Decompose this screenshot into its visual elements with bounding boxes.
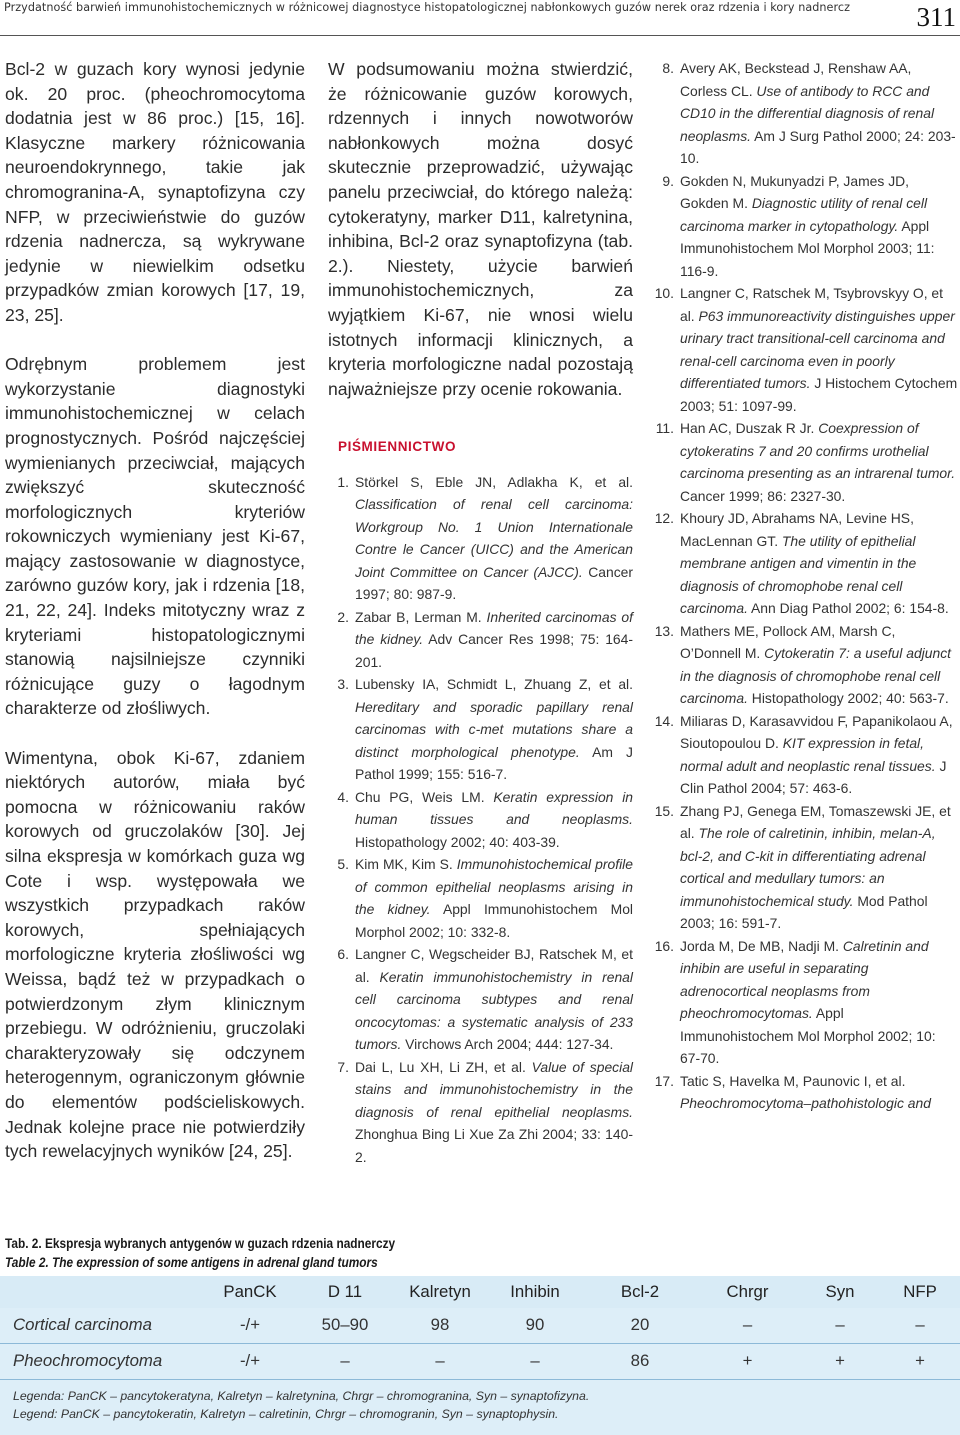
reference-authors: Kim MK, Kim S. [355,856,453,873]
reference-title: Immunohistochemical profile of common epithelial neoplasms arising in the kidney. [355,856,633,918]
reference-source: Appl Immunohistochem Mol Morphol 2003; 11: 116-9. [680,217,935,279]
column-header: Chrgr [726,1282,769,1301]
table-cell: 20 [630,1315,650,1334]
reference-authors: Tatic S, Havelka M, Paunovic I, et al. [680,1072,906,1089]
reference-text [680,935,958,1070]
antigen-table [0,1276,960,1435]
reference-title: KIT expression in fetal, normal adult and neoplastic renal tissues. [680,735,936,774]
reference-number: 5. [337,856,349,873]
reference-source: Am J Surg Pathol 2000; 24: 203-10. [680,127,956,166]
reference-number: 9. [662,172,674,189]
reference-authors: Langner C, Ratschek M, Tsybrovskyy O, et al. [680,285,943,324]
reference-item [650,417,958,507]
reference-title: Diagnostic utility of renal cell carcinoma marker in cytopathology. [680,195,928,234]
reference-item [328,606,633,674]
reference-item [650,170,958,283]
reference-number: 7. [337,1058,349,1075]
reference-title: Keratin immunohistochemistry in renal cell carcinoma subtypes and renal oncocytomas: a systematic analysis of 233 tumors. [355,968,633,1053]
reference-number: 15. [654,802,674,819]
reference-title: The role of calretinin, inhibin, melan-A, bcl-2, and C-kit in differentiating adrenal cortical and medullary tumors: an immunohistochemical study. [680,825,936,909]
reference-number: 2. [337,608,349,625]
reference-authors: Jorda M, De MB, Nadji M. [680,937,840,954]
table-cell: – [915,1315,925,1334]
reference-text [680,282,958,417]
table-cell: – [435,1351,445,1370]
reference-title: Classification of renal cell carcinoma: Workgroup No. 1 Union Internationale Contre le Cancer (UICC) and the American Joint Committee on Cancer (AJCC). [355,496,633,580]
reference-number: 3. [337,676,349,693]
reference-item [328,786,633,854]
table-cell: 86 [630,1351,650,1370]
reference-authors: Gokden N, Mukunyadzi P, James JD, Gokden M. [680,172,910,211]
body-column-2 [328,57,633,1168]
table-caption [5,1235,521,1272]
column-header: Kalretyn [409,1282,471,1301]
reference-item [650,620,958,710]
references-column-3 [650,57,958,1115]
column-header: NFP [903,1282,937,1301]
row-label: Pheochromocytoma [13,1351,163,1370]
reference-number: 14. [654,712,674,729]
table-cell: 90 [525,1315,545,1334]
reference-text [680,710,958,800]
reference-item [650,282,958,417]
column-header: Syn [825,1282,855,1301]
reference-number: 1. [337,473,349,490]
reference-title: Use of antibody to RCC and CD10 in the differential diagnosis of renal neoplasms. [680,82,935,144]
reference-item [328,471,633,606]
reference-title: Keratin expression in human tissues and neoplasms. [355,788,634,828]
reference-number: 4. [337,788,349,805]
table-cell: 50–90 [321,1315,369,1334]
reference-source: Virchows Arch 2004; 444: 127-34. [405,1036,614,1053]
reference-authors: Langner C, Wegscheider BJ, Ratschek M, et al. [355,946,633,985]
reference-authors: Miliaras D, Karasavvidou F, Papanikolaou A, Sioutopoulou D. [680,712,953,751]
reference-text [680,800,958,935]
reference-text [355,853,633,943]
paragraph: Wimentyna, obok Ki-67, zdaniem niektórych autorów, miała być pomocna w różnicowaniu raków korowych od gruczolaków [30]. Jej silna ekspresja w komórkach guza wg Cote i wsp. występowała we wszystkich przypadkach raków korowych, spełniających morfologiczne kryteria złośliwości wg Weissa, bądź też w przypadkach o potwierdzonym złym klinicznym przebiegu. W odróżnieniu, gruczolaki charakteryzowały się odczynem heterogennym, ograniczonym głównie do elementów podścieliskowych. Jednak kolejne prace nie potwierdziły tych rewelacyjnych wyników [24, 25]. [5,747,305,1162]
reference-item [650,710,958,800]
references-heading: PIŚMIENNICTWO [338,439,457,455]
reference-source: Cancer 1999; 86: 2327-30. [680,487,846,504]
table-legend-polish: Legenda: PanCK – pancytokeratyna, Kalretyn – kalretynina, Chrgr – chromogranina, Syn – synaptofizyna. [13,1389,590,1403]
reference-number: 10. [654,285,674,301]
column-header: PanCK [223,1282,277,1301]
table-cell: + [835,1351,845,1370]
reference-number: 8. [662,60,674,76]
reference-source: Histopathology 2002; 40: 563-7. [751,690,949,706]
reference-item [650,57,958,170]
reference-text [355,786,633,854]
reference-title: Calretinin and inhibin are useful in separating adrenocortical neoplasms from pheochromocytomas. [680,937,929,1021]
table-cell: 98 [430,1315,450,1334]
reference-authors: Khoury JD, Abrahams NA, Levine HS, MacLennan GT. [680,510,914,549]
reference-title: The utility of epithelial membrane antigen and vimentin in the diagnosis of chromophobe renal cell carcinoma. [680,532,917,616]
reference-authors: Chu PG, Weis LM. [355,788,485,805]
reference-item [328,853,633,943]
reference-number: 11. [655,420,674,436]
table-caption-english: Table 2. The expression of some antigens in adrenal gland tumors [5,1254,378,1270]
table-caption-polish: Tab. 2. Ekspresja wybranych antygenów w guzach rdzenia nadnerczy [5,1236,396,1251]
reference-number: 16. [654,937,674,954]
table-cell: – [340,1351,350,1370]
table-cell: – [530,1351,540,1370]
table-cell: + [742,1351,753,1370]
reference-source: J Clin Pathol 2004; 57: 463-6. [680,757,947,796]
reference-text [680,1070,958,1115]
reference-number: 12. [654,510,674,526]
reference-text [355,606,633,674]
reference-title: P63 immunoreactivity distinguishes upper urinary tract transitional-cell carcinoma and renal-cell carcinoma even in poorly differentiated tumors. [680,307,955,391]
reference-source: Ann Diag Pathol 2002; 6: 154-8. [751,600,949,616]
reference-authors: Han AC, Duszak R Jr. [680,420,815,436]
reference-item [328,943,633,1056]
reference-title: Hereditary and sporadic papillary renal carcinomas with c-met mutations share a distinct morphological phenotype. [355,698,633,760]
row-label: Cortical carcinoma [13,1315,152,1334]
table-cell: – [835,1315,845,1334]
reference-number: 6. [337,946,349,963]
reference-text [355,673,633,786]
table-corner-cell [0,1276,205,1308]
reference-text [355,943,633,1056]
reference-authors: Mathers ME, Pollock AM, Marsh C, O’Donnell M. [680,622,896,661]
page-number: 311 [916,2,956,32]
references-list-part-2 [650,57,958,1115]
summary-paragraph: W podsumowaniu można stwierdzić, że różnicowanie guzów korowych, rdzennych i innych nowotworów nabłonkowych można dosyć skutecznie przeprowadzić, używając panelu przeciwciał, do którego należą: cytokeratyny, marker D11, kalretynina, inhibina, Bcl-2 oraz synaptofizyna (tab. 2.). Niestety, użycie barwień immunohistochemicznych, za wyjątkiem Ki-67, nie wnosi wielu istotnych informacji klinicznych, a kryteria morfologiczne nadal pozostają najważniejsze przy ocenie rokowania. [328,59,633,399]
column-header: Bcl-2 [620,1282,660,1301]
table-cell: -/+ [239,1351,261,1370]
references-list-part-1 [328,471,633,1169]
reference-source: Mod Pathol 2003; 16: 591-7. [680,892,928,931]
reference-text [355,1056,633,1169]
reference-text [680,507,958,620]
table-cell: + [915,1351,925,1370]
paragraph: Bcl-2 w guzach kory wynosi jedynie ok. 20 proc. (pheochromocytoma dodatnia jest w 86 proc.) [15, 16]. Klasyczne markery różnicowania neuroendokrynnego, takie jak chromogranina-A, synaptofizyna czy NFP, w przeciwieństwie do guzów rdzenia nadnercza, są wykrywane jedynie w niewielkim odsetku przypadków zmian korowych [17, 19, 23, 25]. [5,59,305,325]
table-cell: – [742,1315,753,1334]
reference-source: Histopathology 2002; 40: 403-39. [355,833,560,850]
reference-authors: Dai L, Lu XH, Li ZH, et al. [355,1058,526,1075]
reference-title: Cytokeratin 7: a useful adjunct in the diagnosis of chromophobe renal cell carcinoma. [680,645,952,706]
reference-source: Am J Pathol 1999; 155: 516-7. [355,743,634,783]
reference-authors: Avery AK, Beckstead J, Renshaw AA, Corless CL. [680,60,912,99]
table-header-row [0,1276,960,1308]
reference-item [650,800,958,935]
reference-text [355,471,633,606]
reference-item [650,935,958,1070]
reference-source: Zhonghua Bing Li Xue Za Zhi 2004; 33: 140-2. [355,1126,633,1165]
reference-item [650,1070,958,1115]
reference-source: Appl Immunohistochem Mol Morphol 2002; 10: 332-8. [355,901,634,940]
running-title: Przydatność barwień immunohistochemicznych w różnicowej diagnostyce histopatologicznej nabłonkowych guzów nerek oraz rdzenia i kory nadnercz [4,1,850,14]
running-header [0,0,960,36]
reference-item [328,1056,633,1169]
table-row [0,1344,960,1378]
paragraph: Odrębnym problemem jest wykorzystanie diagnostyki immunohistochemicznej w celach prognostycznych. Pośród najczęściej wymienianych przeciwciał, mających zwiększyć skuteczność morfologicznych kryteriów rokowniczych wymieniany jest Ki-67, mający zastosowanie w diagnostyce, zarówno guzów kory, jak i rdzenia [18, 21, 22, 24]. Indeks mitotyczny wraz z kryteriami histopatologicznymi stanowią najsilniejsze czynniki różnicujące guzy o łagodnym charakterze od złośliwych. [5,354,305,719]
reference-text [680,417,958,507]
reference-source: Adv Cancer Res 1998; 75: 164-201. [355,631,633,670]
reference-source: Cancer 1997; 80: 987-9. [355,563,633,603]
reference-text [680,620,958,710]
reference-number: 17. [654,1072,674,1089]
reference-item [328,673,633,786]
reference-authors: Lubensky IA, Schmidt L, Zhuang Z, et al. [355,676,633,693]
column-header: D 11 [327,1282,363,1301]
reference-authors: Störkel S, Eble JN, Adlakha K, et al. [355,473,633,490]
reference-text [680,170,958,283]
table-row [0,1308,960,1342]
reference-title: Value of special stains and immunohistochemistry in the diagnosis of renal epithelial neoplasms. [355,1058,634,1120]
reference-number: 13. [654,622,674,639]
reference-title: Coexpression of cytokeratins 7 and 20 confirms urothelial carcinoma presenting as an intrarenal tumor. [680,420,956,481]
table-row-divider [0,1379,960,1380]
column-header: Inhibin [510,1282,560,1301]
reference-title: Inherited carcinomas of the kidney. [355,608,633,648]
reference-title: Pheochromocytoma–pathohistologic and [680,1095,931,1111]
reference-text [680,57,958,170]
reference-source: J Histochem Cytochem 2003; 51: 1097-99. [680,375,958,414]
table-cell: -/+ [239,1315,261,1334]
reference-item [650,507,958,620]
reference-authors: Zabar B, Lerman M. [355,608,482,625]
table-legend-english: Legend: PanCK – pancytokeratin, Kalretyn – calretinin, Chrgr – chromogranin, Syn – synaptophysin. [13,1407,559,1421]
reference-source: Appl Immunohistochem Mol Morphol 2002; 10: 67-70. [680,1005,936,1066]
body-column-1 [5,57,305,1164]
reference-authors: Zhang PJ, Genega EM, Tomaszewski JE, et al. [680,802,951,841]
